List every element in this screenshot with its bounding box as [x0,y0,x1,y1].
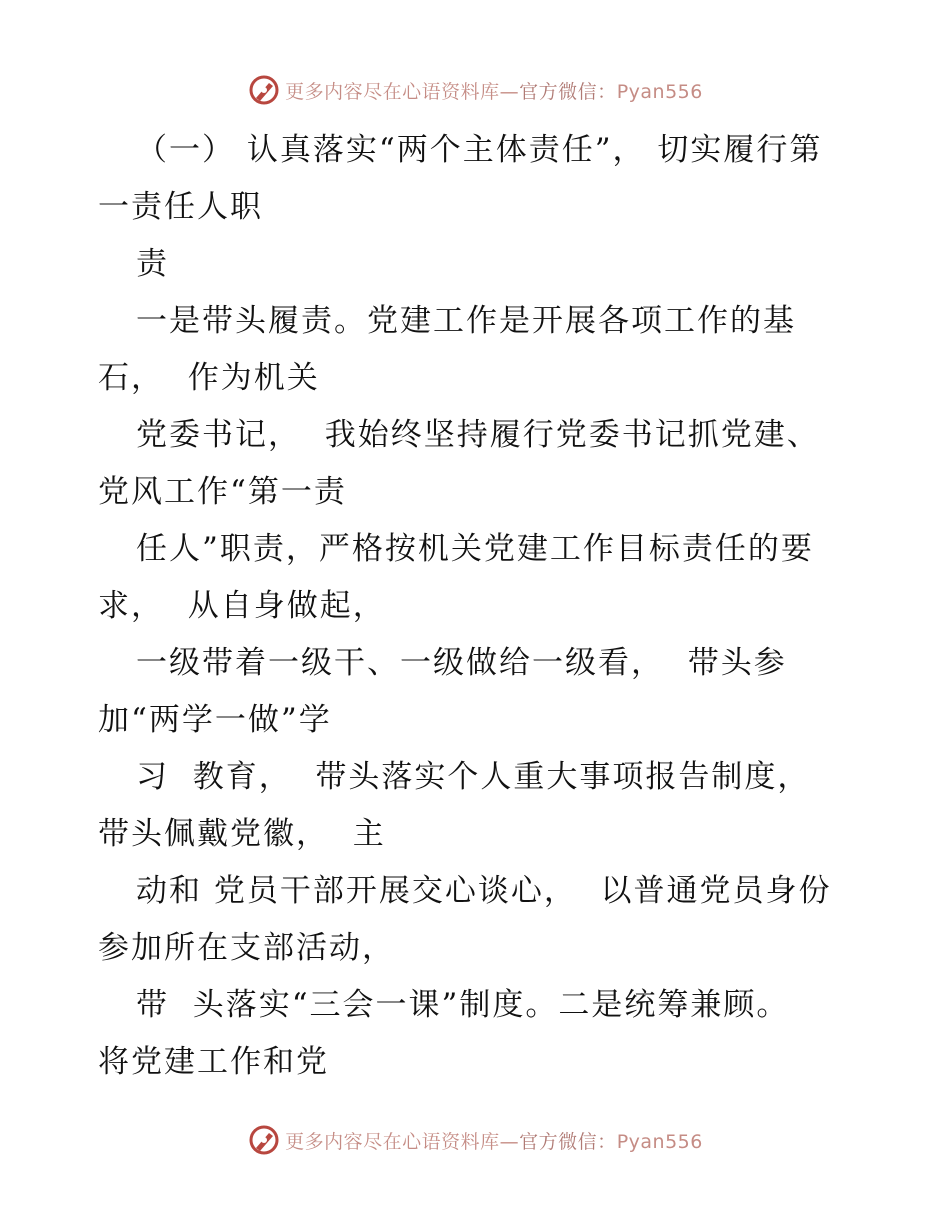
header-watermark [0,70,950,110]
text-line: 一级带着一级干、一级做给一级看， 带头参 [136,645,787,681]
text-line: （一） 认真落实“两个主体责任”， 切实履行第 [136,132,823,168]
watermark-dash: — [499,1130,520,1153]
text-line: 一责任人职 [98,189,263,225]
text-line: 带 头落实“三会一课”制度。二是统筹兼顾。 [136,987,790,1023]
pen-logo-icon [247,73,281,107]
text-line: 习 教育， 带头落实个人重大事项报告制度， [136,759,811,795]
text-line: 党委书记， 我始终坚持履行党委书记抓党建、 [136,417,820,453]
watermark-wechat-id: Pyan556 [616,80,703,103]
text-line: 带头佩戴党徽， 主 [98,816,386,852]
watermark-wechat-label: 官方微信： [519,1130,617,1153]
watermark-main: 更多内容尽在心语资料库 [285,80,500,103]
text-line: 任人”职责，严格按机关党建工作目标责任的要 [136,531,814,567]
watermark-wechat-id: Pyan556 [616,1130,703,1153]
watermark-main: 更多内容尽在心语资料库 [285,1130,500,1153]
footer-watermark [0,1120,950,1160]
text-line: 加“两学一做”学 [98,702,332,738]
document-body [98,122,858,1091]
text-line: 石， 作为机关 [98,360,320,396]
text-line: 动和 党员干部开展交心谈心， 以普通党员身份 [136,873,832,909]
text-line: 党风工作“第一责 [98,474,347,510]
text-line: 一是带头履责。党建工作是开展各项工作的基 [136,303,796,339]
watermark-dash: — [499,80,520,103]
watermark-text [285,1127,703,1154]
pen-logo-icon [247,1123,281,1157]
text-line: 求， 从自身做起， [98,588,386,624]
watermark-text [285,77,703,104]
text-line: 责 [136,246,169,282]
text-line: 将党建工作和党 [98,1044,329,1080]
text-line: 参加所在支部活动， [98,930,395,966]
watermark-wechat-label: 官方微信： [519,80,617,103]
